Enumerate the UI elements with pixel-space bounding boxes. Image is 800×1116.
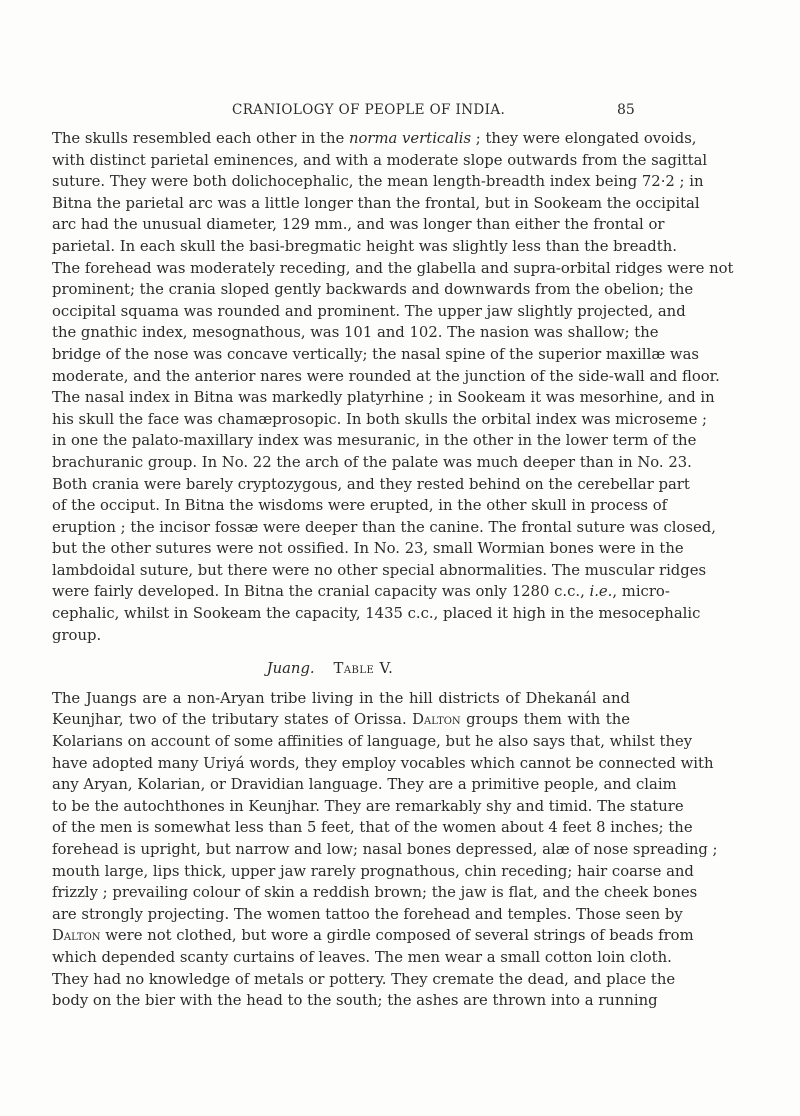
text-line: suture. They were both dolichocephalic, the mean length-breadth index being 72·2 ; in bbox=[52, 173, 704, 191]
text-line: lambdoidal suture, but there were no other special abnormalities. The muscular ridges bbox=[52, 561, 707, 579]
text-line: forehead is upright, but narrow and low; nasal bones depressed, alæ of nose spreading ; bbox=[52, 841, 718, 858]
paragraph-juang-description bbox=[30, 688, 718, 1012]
text-line: They had no knowledge of metals or pottery. They cremate the dead, and place the bbox=[52, 970, 676, 988]
text-line: cephalic, whilst in Sookeam the capacity, 1435 c.c., placed it high in the mesocephalic bbox=[52, 605, 701, 623]
text-line: eruption ; the incisor fossæ were deeper than the canine. The frontal suture was closed, bbox=[52, 518, 716, 536]
running-title: CRANIOLOGY OF PEOPLE OF INDIA. bbox=[232, 102, 506, 118]
abbreviation: i.e. bbox=[589, 583, 613, 601]
page-header bbox=[0, 102, 800, 126]
text-line: body on the bier with the head to the south; the ashes are thrown into a running bbox=[52, 992, 658, 1010]
author-name: Dalton bbox=[52, 927, 101, 945]
text-line: frizzly ; prevailing colour of skin a reddish brown; the jaw is flat, and the cheek bones bbox=[52, 884, 698, 902]
section-place: Juang. bbox=[266, 660, 315, 678]
section-heading bbox=[30, 658, 630, 680]
text-line: in one the palato-maxillary index was mesuranic, in the other in the lower term of the bbox=[52, 432, 697, 450]
text-line: but the other sutures were not ossified. In No. 23, small Wormian bones were in the bbox=[52, 540, 684, 558]
text-line: The forehead was moderately receding, and the glabella and supra-orbital ridges were not bbox=[52, 259, 734, 277]
text-line: arc had the unusual diameter, 129 mm., and was longer than either the frontal or bbox=[52, 216, 665, 234]
text-line: brachuranic group. In No. 22 the arch of the palate was much deeper than in No. 23. bbox=[52, 453, 692, 471]
text-line: of the occiput. In Bitna the wisdoms were erupted, in the other skull in process of bbox=[52, 497, 668, 515]
text-line: mouth large, lips thick, upper jaw rarely prognathous, chin receding; hair coarse and bbox=[52, 862, 694, 880]
section-table-reference: Table V. bbox=[333, 660, 394, 678]
text-line: the gnathic index, mesognathous, was 101 and 102. The nasion was shallow; the bbox=[52, 324, 659, 342]
text-line: are strongly projecting. The women tattoo the forehead and temples. Those seen by bbox=[52, 905, 683, 923]
text-line: Both crania were barely cryptozygous, and they rested behind on the cerebellar part bbox=[52, 475, 690, 493]
text-line: Kolarians on account of some affinities of language, but he also says that, whilst they bbox=[52, 733, 693, 751]
text-line: prominent; the crania sloped gently backwards and downwards from the obelion; the bbox=[52, 281, 694, 299]
text-line: bridge of the nose was concave vertically; the nasal spine of the superior maxillæ was bbox=[52, 345, 700, 363]
text-line: to be the autochthones in Keunjhar. They are remarkably shy and timid. The stature bbox=[52, 797, 684, 815]
author-name: Dalton bbox=[412, 711, 461, 729]
paragraph-skull-description bbox=[30, 128, 734, 646]
text-line: The skulls resembled each other in the norma verticalis ; they were elongated ovoids, bbox=[52, 130, 697, 147]
body-text bbox=[30, 128, 734, 1012]
text-line: occipital squama was rounded and prominent. The upper jaw slightly projected, and bbox=[52, 302, 686, 320]
latin-term: norma verticalis bbox=[348, 130, 472, 147]
text-line: The Juangs are a non-Aryan tribe living in the hill districts of Dhekanál and bbox=[52, 689, 630, 707]
page-number: 85 bbox=[617, 102, 635, 118]
text-line: were fairly developed. In Bitna the cranial capacity was only 1280 c.c., i.e., micro- bbox=[52, 583, 670, 601]
text-line: his skull the face was chamæprosopic. In both skulls the orbital index was microseme ; bbox=[52, 410, 708, 428]
text-line: Dalton were not clothed, but wore a girdle composed of several strings of beads from bbox=[52, 927, 694, 945]
text-line: have adopted many Uriyá words, they employ vocables which cannot be connected with bbox=[52, 754, 714, 772]
text-line: Keunjhar, two of the tributary states of Orissa. Dalton groups them with the bbox=[52, 711, 631, 729]
text-line: any Aryan, Kolarian, or Dravidian language. They are a primitive people, and claim bbox=[52, 776, 677, 794]
text-line: parietal. In each skull the basi-bregmatic height was slightly less than the breadth. bbox=[52, 237, 677, 255]
text-line: moderate, and the anterior nares were rounded at the junction of the side-wall and floor. bbox=[52, 367, 720, 385]
text-line: group. bbox=[52, 626, 102, 644]
text-line: with distinct parietal eminences, and with a moderate slope outwards from the sagittal bbox=[52, 151, 708, 169]
text-line: which depended scanty curtains of leaves. The men wear a small cotton loin cloth. bbox=[52, 948, 672, 966]
text-line: Bitna the parietal arc was a little longer than the frontal, but in Sookeam the occipital bbox=[52, 194, 700, 212]
text-line: The nasal index in Bitna was markedly platyrhine ; in Sookeam it was mesorhine, and in bbox=[52, 389, 715, 407]
text-line: of the men is somewhat less than 5 feet, that of the women about 4 feet 8 inches; the bbox=[52, 819, 693, 837]
